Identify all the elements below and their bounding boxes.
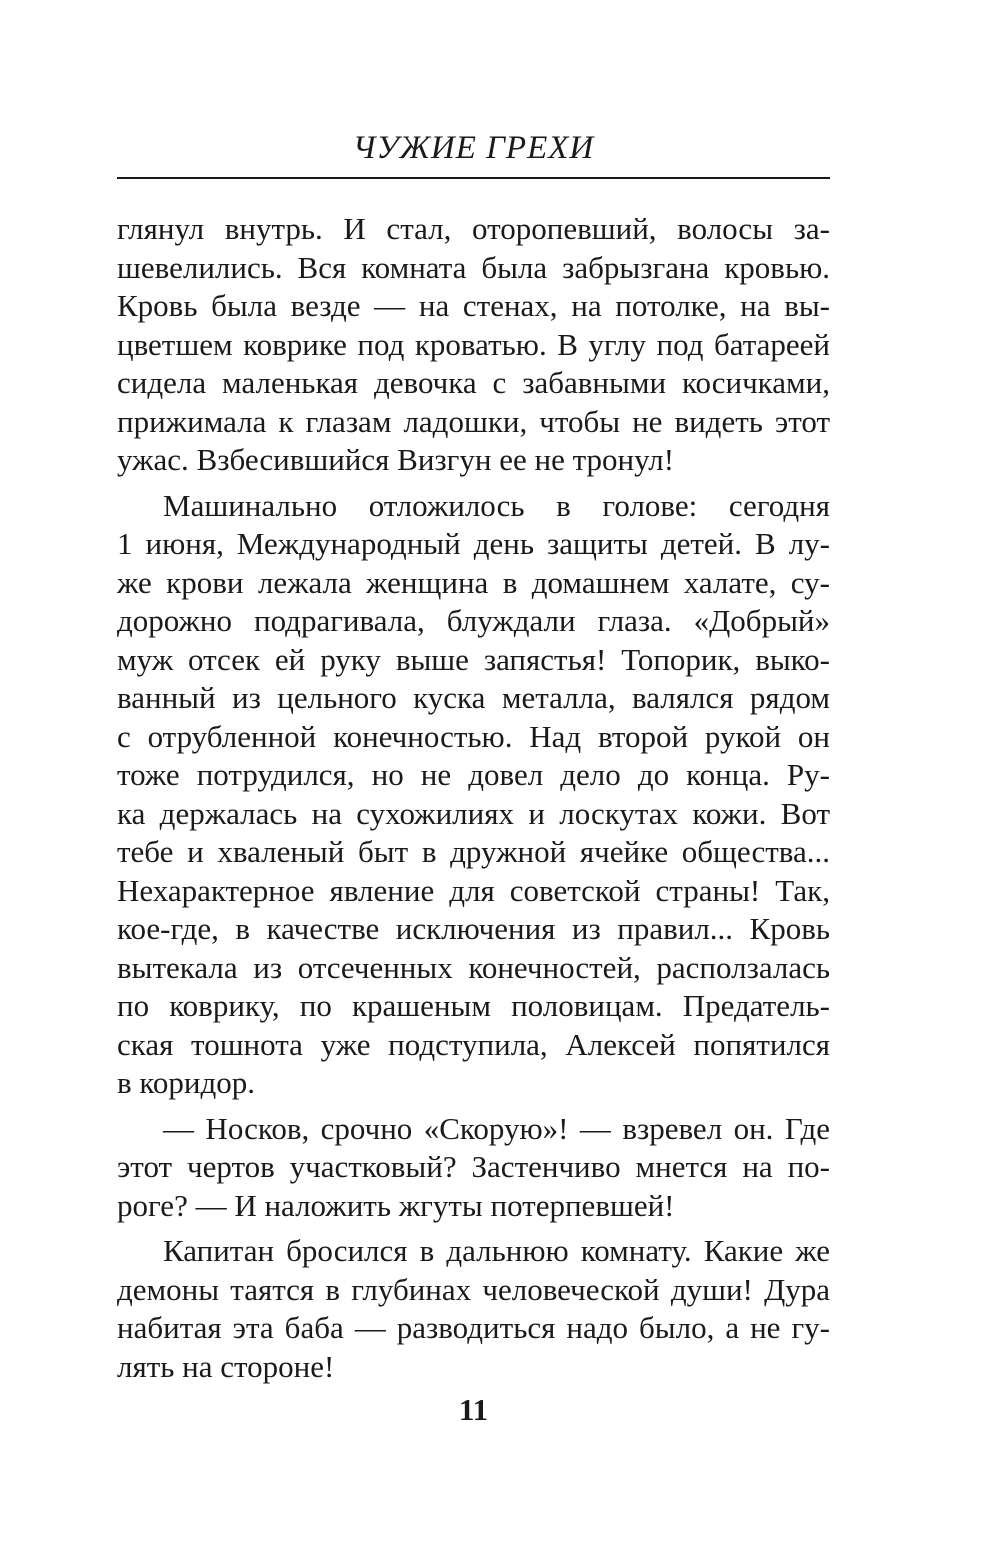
- paragraph: [117, 487, 830, 1103]
- paragraph: [117, 1110, 830, 1226]
- text-line: тебе и хваленый быт в дружной ячейке общества...: [117, 834, 830, 869]
- text-line: набитая эта баба — разводиться надо было, а не гу-: [117, 1310, 830, 1345]
- text-line: же крови лежала женщина в домашнем халате, су-: [117, 564, 830, 600]
- text-line: лять на стороне!: [117, 1348, 335, 1384]
- text-line: ужас. Взбесившийся Визгун ее не тронул!: [117, 442, 675, 477]
- text-line: шевелились. Вся комната была забрызгана кровью.: [117, 249, 830, 285]
- text-line: — Носков, срочно «Скорую»! — взревел он. Где: [163, 1110, 830, 1146]
- text-line: дорожно подрагивала, блуждали глаза. «Добрый»: [117, 603, 830, 638]
- text-line: ская тошнота уже подступила, Алексей попятился: [117, 1026, 830, 1062]
- text-line: по коврику, по крашеным половицам. Предатель-: [117, 988, 830, 1023]
- text-line: Кровь была везде — на стенах, на потолке, на вы-: [117, 288, 830, 323]
- text-line: вытекала из отсеченных конечностей, расползалась: [117, 949, 830, 985]
- text-line: этот чертов участковый? Застенчиво мнется на по-: [117, 1149, 830, 1184]
- running-head: ЧУЖИЕ ГРЕХИ: [352, 130, 595, 166]
- text-line: 1 июня, Международный день защиты детей. В лу-: [117, 526, 830, 561]
- text-line: сидела маленькая девочка с забавными косичками,: [117, 365, 830, 400]
- text-line: демоны таятся в глубинах человеческой души! Дура: [117, 1271, 830, 1307]
- paragraph: [117, 1232, 830, 1386]
- text-line: Нехарактерное явление для советской страны! Так,: [117, 872, 830, 908]
- text-line: кое-где, в качестве исключения из правил... Кровь: [117, 911, 830, 946]
- text-line: муж отсек ей руку выше запястья! Топорик, выко-: [117, 641, 830, 677]
- text-line: Капитан бросился в дальнюю комнату. Какие же: [163, 1233, 830, 1268]
- paragraph: [117, 210, 830, 480]
- text-line: ванный из цельного куска металла, валялся рядом: [117, 680, 830, 715]
- text-line: тоже потрудился, но не довел дело до конца. Ру-: [117, 757, 830, 792]
- text-line: Машинально отложилось в голове: сегодня: [163, 487, 830, 523]
- header-rule: [117, 177, 830, 179]
- page-number: 11: [458, 1392, 489, 1427]
- text-line: в коридор.: [117, 1065, 255, 1100]
- text-line: с отрубленной конечностью. Над второй рукой он: [117, 718, 830, 754]
- text-line: прижимала к глазам ладошки, чтобы не видеть этот: [117, 403, 830, 439]
- text-line: ка держалась на сухожилиях и лоскутах кожи. Вот: [117, 795, 830, 831]
- text-line: роге? — И наложить жгуты потерпевшей!: [117, 1187, 675, 1223]
- text-line: цветшем коврике под кроватью. В углу под батареей: [117, 326, 830, 362]
- text-line: глянул внутрь. И стал, оторопевший, волосы за-: [117, 211, 830, 246]
- body-text: [117, 210, 830, 1386]
